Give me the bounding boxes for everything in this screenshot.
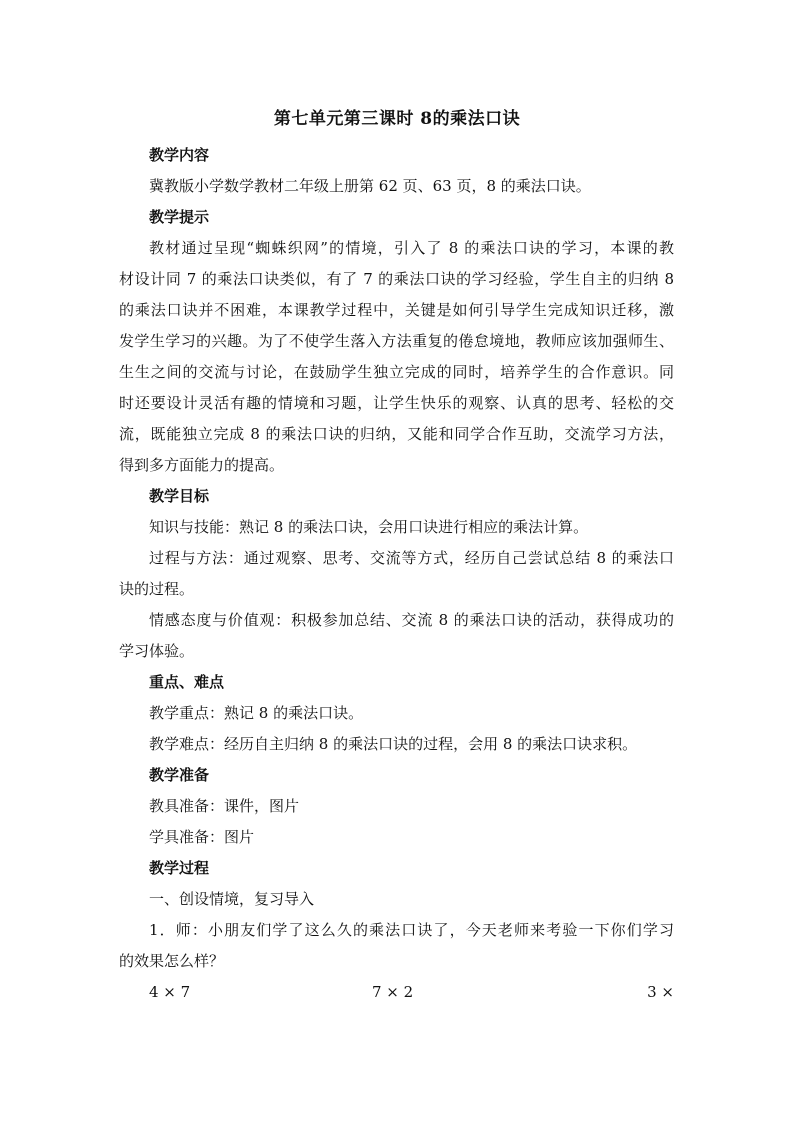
math-exercise-row [119,977,674,1008]
prep-teacher: 教具准备：课件，图片 [149,797,300,815]
math-expression: 4 × 7 [149,983,191,1001]
hint-line: 教材通过呈现“蜘蛛织网”的情境，引入了 8 的乘法口诀的学习，本课的教 [149,239,674,257]
prep-student: 学具准备：图片 [149,828,255,846]
process-item-line1: 1．师：小朋友们学了这么久的乘法口诀了，今天老师来考验一下你们学习 [149,921,674,939]
hint-line: 生生之间的交流与讨论，在鼓励学生独立完成的同时，培养学生的合作意识。同 [119,363,674,381]
section-heading-goal: 教学目标 [149,487,210,505]
content-text: 冀教版小学数学教材二年级上册第 62 页、63 页，8 的乘法口诀。 [149,177,591,195]
section-heading-hint: 教学提示 [149,208,210,226]
process-item-line2: 的效果怎么样？ [119,952,225,970]
hint-line: 材设计同 7 的乘法口诀类似，有了 7 的乘法口诀的学习经验，学生自主的归纳 8 [119,270,674,288]
hint-line: 发学生学习的兴趣。为了不使学生落入方法重复的倦怠境地，教师应该加强师生、 [119,332,674,350]
goal-emotion-line2: 学习体验。 [119,642,195,660]
process-step: 一、创设情境，复习导入 [149,890,315,908]
section-heading-prep: 教学准备 [149,766,210,784]
document-body [119,140,674,1008]
hint-line: 的乘法口诀并不困难，本课教学过程中，关键是如何引导学生完成知识迁移，激 [119,301,674,319]
math-expression: 7 × 2 [372,983,414,1001]
section-heading-process: 教学过程 [149,859,210,877]
hint-line: 流，既能独立完成 8 的乘法口诀的归纳，又能和同学合作互助，交流学习方法， [119,425,674,443]
document-title: 第七单元第三课时 8的乘法口诀 [273,109,521,129]
hint-line: 时还要设计灵活有趣的情境和习题，让学生快乐的观察、认真的思考、轻松的交 [119,394,674,412]
key-point: 教学重点：熟记 8 的乘法口诀。 [149,704,364,722]
goal-knowledge: 知识与技能：熟记 8 的乘法口诀，会用口诀进行相应的乘法计算。 [149,518,589,536]
goal-process-line1: 过程与方法：通过观察、思考、交流等方式，经历自己尝试总结 8 的乘法口 [149,549,674,567]
hint-line: 得到多方面能力的提高。 [119,456,285,474]
goal-process-line2: 诀的过程。 [119,580,195,598]
goal-emotion-line1: 情感态度与价值观：积极参加总结、交流 8 的乘法口诀的活动，获得成功的 [149,611,674,629]
math-expression: 3 × [647,983,674,1001]
section-heading-content: 教学内容 [149,146,210,164]
section-heading-key: 重点、难点 [149,673,225,691]
difficult-point: 教学难点：经历自主归纳 8 的乘法口诀的过程，会用 8 的乘法口诀求积。 [149,735,638,753]
